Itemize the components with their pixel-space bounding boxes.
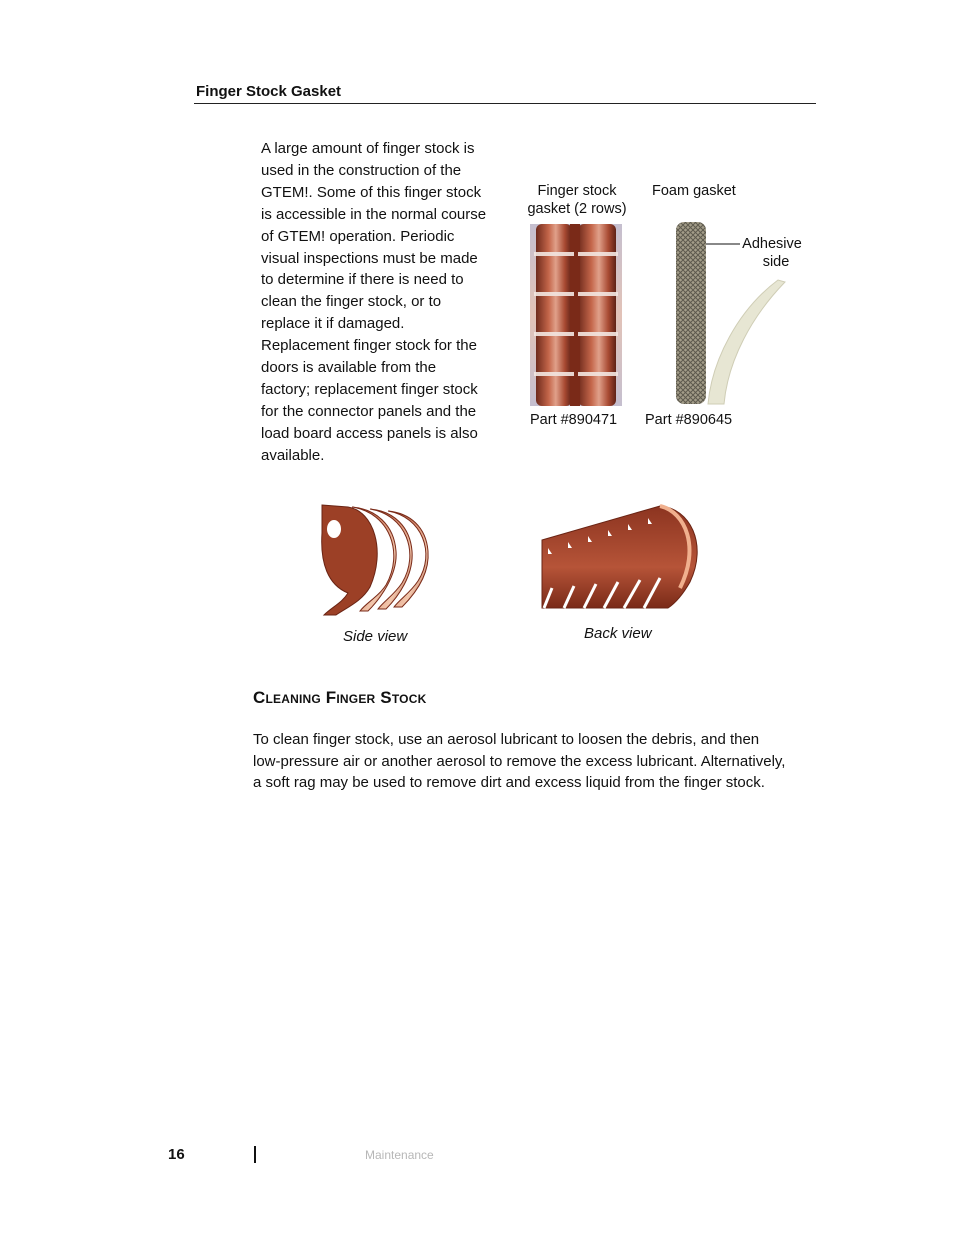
foam-gasket-image (668, 220, 793, 406)
intro-line: Replacement finger stock for the (261, 337, 477, 355)
header-divider (194, 103, 816, 104)
body-line: low-pressure air or another aerosol to remove the excess lubricant. Alternatively, (253, 752, 786, 770)
page-number: 16 (168, 1146, 185, 1163)
intro-line: of GTEM! operation. Periodic (261, 227, 455, 245)
body-line: To clean finger stock, use an aerosol lubricant to loosen the debris, and then (253, 731, 760, 748)
intro-line: replace it if damaged. (261, 315, 405, 333)
finger-stock-label-line: gasket (2 rows) (527, 201, 627, 217)
footer-section-name: Maintenance (365, 1148, 434, 1162)
finger-stock-side-view-image (318, 503, 433, 618)
intro-line: for the connector panels and the (261, 402, 477, 420)
intro-paragraph (261, 138, 503, 467)
finger-stock-label (516, 182, 638, 218)
adhesive-label-line: side (762, 254, 790, 270)
intro-line: is accessible in the normal course (261, 205, 487, 223)
finger-stock-back-view-image (540, 504, 702, 614)
intro-line: clean the finger stock, or to (261, 293, 442, 311)
intro-line: GTEM!. Some of this finger stock (261, 183, 482, 201)
back-view-caption: Back view (584, 625, 652, 642)
finger-stock-label-line: Finger stock (537, 183, 617, 199)
intro-line: visual inspections must be made (261, 249, 478, 267)
intro-line: to determine if there is need to (261, 271, 464, 289)
foam-gasket-label: Foam gasket (652, 183, 736, 199)
intro-line: load board access panels is also (261, 424, 478, 442)
intro-line: used in the construction of the (261, 161, 462, 179)
footer-separator (254, 1146, 256, 1163)
part-number-foam-gasket: Part #890645 (645, 412, 733, 428)
intro-line: factory; replacement finger stock (261, 380, 478, 398)
intro-line: A large amount of finger stock is (261, 140, 475, 157)
intro-line: available. (261, 446, 325, 464)
adhesive-label-line: Adhesive (742, 236, 802, 252)
side-view-caption: Side view (343, 628, 408, 645)
finger-stock-gasket-image (530, 224, 622, 406)
section-heading: Cleaning Finger Stock (253, 688, 427, 707)
part-number-finger-stock: Part #890471 (530, 412, 618, 428)
page-header-title: Finger Stock Gasket (196, 83, 342, 100)
section-body (253, 729, 813, 794)
body-line: a soft rag may be used to remove dirt and excess liquid from the finger stock. (253, 774, 765, 791)
intro-line: doors is available from the (261, 359, 437, 377)
